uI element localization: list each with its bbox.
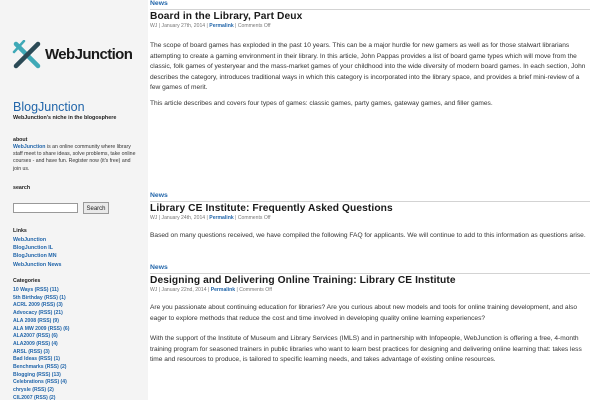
category-item xyxy=(13,387,69,395)
search-input[interactable] xyxy=(13,203,78,213)
category-link[interactable]: Bad Ideas (RSS) (1) xyxy=(13,356,60,363)
category-link[interactable]: Blogging (RSS) (13) xyxy=(13,371,61,378)
post-paragraph: Based on many questions received, we have compiled the following FAQ for applicants. We will continue to add to this information as questions arise. xyxy=(150,232,586,239)
post xyxy=(150,0,590,109)
category-link[interactable]: Advocacy (RSS) (21) xyxy=(13,310,63,317)
category-link[interactable]: Celebrations (RSS) (4) xyxy=(13,379,67,386)
category-item xyxy=(13,364,69,372)
post-author: WJ xyxy=(150,287,158,293)
post-author: WJ xyxy=(150,215,158,221)
post-meta: WJ | January 22nd, 2014 | Permalink | Comments Off xyxy=(150,287,272,293)
about-description: is an online community where library staff meet to share ideas, solve problems, take online courses - and have fun. Register now (it's free) and join us. xyxy=(13,144,136,172)
links-list xyxy=(13,236,61,269)
permalink-link[interactable]: Permalink xyxy=(209,215,234,221)
link-webjunction[interactable]: WebJunction xyxy=(13,237,47,243)
link-item xyxy=(13,244,61,252)
categories-heading: Categories xyxy=(13,278,41,284)
permalink-link[interactable]: Permalink xyxy=(209,23,234,29)
category-link[interactable]: chrysle (RSS) (2) xyxy=(13,387,54,394)
sidebar xyxy=(0,0,148,400)
category-link[interactable]: ALA2009 (RSS) (4) xyxy=(13,340,58,347)
category-item xyxy=(13,341,69,349)
post-date: January 27th, 2014 xyxy=(161,23,206,29)
about-text xyxy=(13,144,137,173)
link-item xyxy=(13,252,61,260)
category-link[interactable]: 10 Ways (RSS) (11) xyxy=(13,287,59,293)
post-meta: WJ | January 27th, 2014 | Permalink | Comments Off xyxy=(150,23,271,29)
category-item xyxy=(13,310,69,318)
post-category[interactable]: News xyxy=(150,0,168,7)
category-link[interactable]: Benchmarks (RSS) (2) xyxy=(13,364,67,371)
category-item xyxy=(13,395,69,403)
post-paragraph: The scope of board games has exploded in the past 10 years. This can be a major hurdle for new gamers as well as for those stalwart librarians attempting to create a gaming environment in their library. In this article, John Pappas provides a list of board game types which will move from the classic, folk games of yesteryear and the mass-market games of your childhood into the wide diversity of modern board games. In each section, John describes the category, introduces traditional ways in which this category is incorporated into the library space, and provides a brief mini-review of a few games of merit. xyxy=(150,42,586,91)
category-item xyxy=(13,318,69,326)
comments-status: Comments Off xyxy=(239,287,272,293)
category-link[interactable]: 5th Birthday (RSS) (1) xyxy=(13,294,66,301)
category-item xyxy=(13,287,69,295)
permalink-link[interactable]: Permalink xyxy=(210,287,236,293)
about-webjunction-link[interactable]: WebJunction xyxy=(13,144,46,150)
category-link[interactable]: ALA MW 2009 (RSS) (6) xyxy=(13,325,70,332)
webjunction-logo-icon xyxy=(12,40,44,70)
search-button[interactable]: Search xyxy=(83,202,109,214)
post-date: January 22nd, 2014 xyxy=(161,287,207,293)
post-category[interactable]: News xyxy=(150,192,168,199)
category-link[interactable]: ALA2007 (RSS) (6) xyxy=(13,333,58,340)
post xyxy=(150,192,590,242)
post-divider xyxy=(150,9,590,10)
logo-text: WebJunction xyxy=(45,46,133,63)
post-author: WJ xyxy=(150,23,158,29)
main-content xyxy=(148,0,600,400)
post-divider xyxy=(150,273,590,274)
webjunction-logo[interactable] xyxy=(12,40,142,70)
category-item xyxy=(13,302,69,310)
post-paragraph: This article describes and covers four types of games: classic games, party games, gateway games, and filler games. xyxy=(150,99,493,107)
category-item xyxy=(13,349,69,357)
post-meta: WJ | January 24th, 2014 | Permalink | Comments Off xyxy=(150,215,271,221)
post-title[interactable]: Designing and Delivering Online Training: Library CE Institute xyxy=(150,275,456,286)
link-webjunction-news[interactable]: WebJunction News xyxy=(13,261,62,268)
category-link[interactable]: CIL2007 (RSS) (2) xyxy=(13,394,56,401)
post-title[interactable]: Board in the Library, Part Deux xyxy=(150,11,303,22)
comments-status: Comments Off xyxy=(237,23,271,29)
post-title[interactable]: Library CE Institute: Frequently Asked Questions xyxy=(150,203,393,214)
link-blogjunction-il[interactable]: BlogJunction IL xyxy=(13,245,54,252)
category-item xyxy=(13,326,69,334)
blog-title-link[interactable]: BlogJunction xyxy=(13,100,85,114)
categories-list xyxy=(13,287,69,403)
category-link[interactable]: ARSL (RSS) (3) xyxy=(13,348,50,355)
post-paragraph: With the support of the Institute of Museum and Library Services (IMLS) and in partnership with Infopeople, WebJunction is offering a free, 4-month training program for seasoned trainers in public libraries who want to learn best practices for designing and delivering online learning that: takes less time and resources to produce, is tailored to specific learning needs, and takes advantage of existing online resources. xyxy=(150,335,582,363)
link-item xyxy=(13,261,61,269)
link-item xyxy=(13,236,61,244)
post-date: January 24th, 2014 xyxy=(161,215,206,221)
category-item xyxy=(13,333,69,341)
category-link[interactable]: ACRL 2009 (RSS) (3) xyxy=(13,302,63,309)
category-item xyxy=(13,372,69,380)
post-divider xyxy=(150,201,590,202)
blog-tagline: WebJunction's niche in the blogosphere xyxy=(13,115,117,121)
post-paragraph: Are you passionate about continuing education for libraries? Are you curious about new models and tools for online training development, and also eager to explore methods that reduce the cost and time involved in developing quality online learning experiences? xyxy=(150,304,578,322)
category-link[interactable]: ALA 2008 (RSS) (9) xyxy=(13,317,59,324)
post-category[interactable]: News xyxy=(150,264,168,271)
post xyxy=(150,264,590,366)
comments-status: Comments Off xyxy=(237,215,271,221)
search-heading: search xyxy=(13,185,31,191)
category-item xyxy=(13,356,69,364)
link-blogjunction-mn[interactable]: BlogJunction MN xyxy=(13,253,57,260)
category-item xyxy=(13,295,69,303)
about-heading: about xyxy=(13,137,28,143)
category-item xyxy=(13,379,69,387)
links-heading: Links xyxy=(13,228,27,234)
